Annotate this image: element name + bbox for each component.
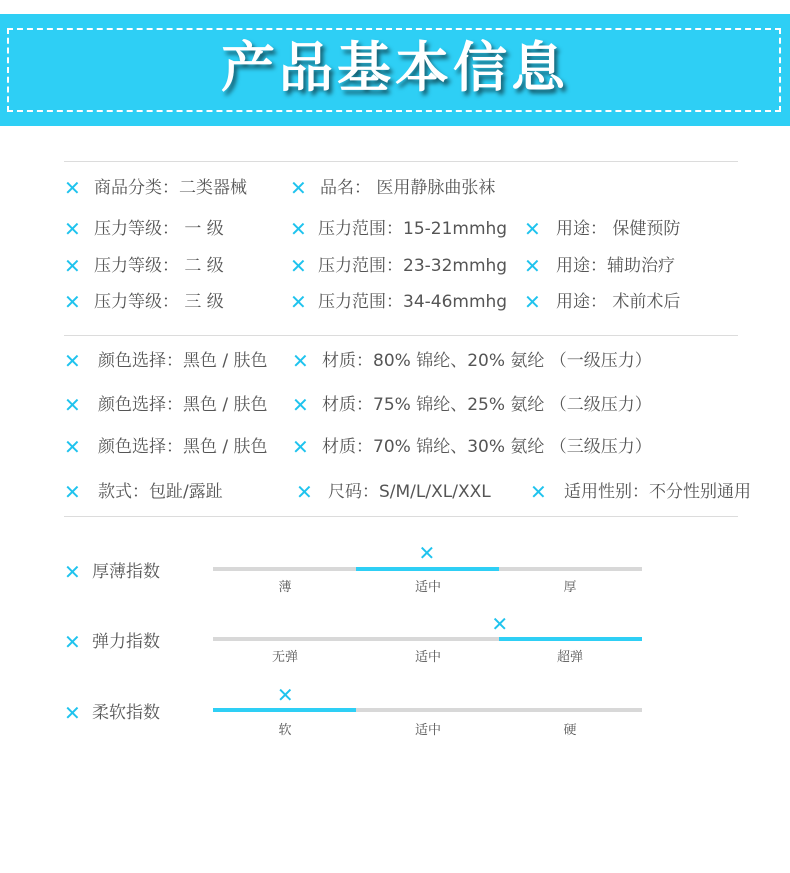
divider bbox=[64, 335, 738, 336]
spec-pressure-level: 压力等级： 三 级 bbox=[94, 292, 224, 312]
cross-icon: ✕ bbox=[64, 630, 81, 654]
cross-icon: ✕ bbox=[64, 349, 81, 373]
cross-icon: ✕ bbox=[296, 480, 313, 504]
scale-tick-label: 无弹 bbox=[271, 650, 299, 665]
cross-icon: ✕ bbox=[64, 176, 81, 200]
softness-level-marker-icon: ✕ bbox=[276, 683, 294, 707]
elasticity-index-label: 弹力指数 bbox=[92, 632, 160, 652]
scale-tick-label: 硬 bbox=[563, 723, 577, 738]
page-title: 产品基本信息 bbox=[221, 36, 569, 99]
scale-tick-label: 薄 bbox=[278, 580, 292, 595]
spec-pressure-level: 压力等级： 一 级 bbox=[94, 219, 224, 239]
softness-scale-fill bbox=[213, 708, 356, 712]
softness-index-label: 柔软指数 bbox=[92, 703, 160, 723]
thickness-scale-fill bbox=[356, 567, 499, 571]
spec-pressure-range: 压力范围：15-21mmhg bbox=[318, 219, 508, 239]
spec-pressure-range: 压力范围：23-32mmhg bbox=[318, 256, 508, 276]
material-composition: 材质：70% 锦纶、30% 氨纶 （三级压力） bbox=[322, 437, 652, 457]
elasticity-scale-track bbox=[213, 637, 642, 641]
cross-icon: ✕ bbox=[64, 560, 81, 584]
cross-icon: ✕ bbox=[64, 435, 81, 459]
thickness-scale-track bbox=[213, 567, 642, 571]
material-gender: 适用性别：不分性别通用 bbox=[564, 482, 751, 502]
spec-product-name: 品名： 医用静脉曲张袜 bbox=[320, 178, 496, 198]
cross-icon: ✕ bbox=[290, 254, 307, 278]
scale-tick-label: 适中 bbox=[414, 723, 442, 738]
material-style: 款式：包趾/露趾 bbox=[98, 482, 223, 502]
divider bbox=[64, 516, 738, 517]
elasticity-scale-fill bbox=[499, 637, 642, 641]
spec-use: 用途： 术前术后 bbox=[556, 292, 681, 312]
cross-icon: ✕ bbox=[524, 254, 541, 278]
cross-icon: ✕ bbox=[64, 393, 81, 417]
material-composition: 材质：75% 锦纶、25% 氨纶 （二级压力） bbox=[322, 395, 652, 415]
cross-icon: ✕ bbox=[64, 254, 81, 278]
spec-category: 商品分类：二类器械 bbox=[94, 178, 247, 198]
material-composition: 材质：80% 锦纶、20% 氨纶 （一级压力） bbox=[322, 351, 652, 371]
material-size: 尺码：S/M/L/XL/XXL bbox=[328, 482, 491, 502]
spec-use: 用途： 保健预防 bbox=[556, 219, 681, 239]
spec-use: 用途：辅助治疗 bbox=[556, 256, 675, 276]
cross-icon: ✕ bbox=[64, 217, 81, 241]
cross-icon: ✕ bbox=[290, 290, 307, 314]
cross-icon: ✕ bbox=[64, 701, 81, 725]
softness-scale-track bbox=[213, 708, 642, 712]
scale-tick-label: 适中 bbox=[414, 580, 442, 595]
material-color: 颜色选择：黑色 / 肤色 bbox=[98, 395, 268, 415]
spec-pressure-level: 压力等级： 二 级 bbox=[94, 256, 224, 276]
scale-tick-label: 软 bbox=[278, 723, 292, 738]
cross-icon: ✕ bbox=[290, 217, 307, 241]
material-color: 颜色选择：黑色 / 肤色 bbox=[98, 437, 268, 457]
divider bbox=[64, 161, 738, 162]
cross-icon: ✕ bbox=[292, 349, 309, 373]
cross-icon: ✕ bbox=[290, 176, 307, 200]
scale-tick-label: 超弹 bbox=[556, 650, 584, 665]
material-color: 颜色选择：黑色 / 肤色 bbox=[98, 351, 268, 371]
cross-icon: ✕ bbox=[64, 290, 81, 314]
thickness-level-marker-icon: ✕ bbox=[418, 541, 436, 565]
cross-icon: ✕ bbox=[64, 480, 81, 504]
spec-pressure-range: 压力范围：34-46mmhg bbox=[318, 292, 508, 312]
cross-icon: ✕ bbox=[292, 435, 309, 459]
scale-tick-label: 适中 bbox=[414, 650, 442, 665]
cross-icon: ✕ bbox=[524, 290, 541, 314]
elasticity-level-marker-icon: ✕ bbox=[491, 612, 509, 636]
cross-icon: ✕ bbox=[524, 217, 541, 241]
scale-tick-label: 厚 bbox=[563, 580, 577, 595]
cross-icon: ✕ bbox=[292, 393, 309, 417]
cross-icon: ✕ bbox=[530, 480, 547, 504]
thickness-index-label: 厚薄指数 bbox=[92, 562, 160, 582]
